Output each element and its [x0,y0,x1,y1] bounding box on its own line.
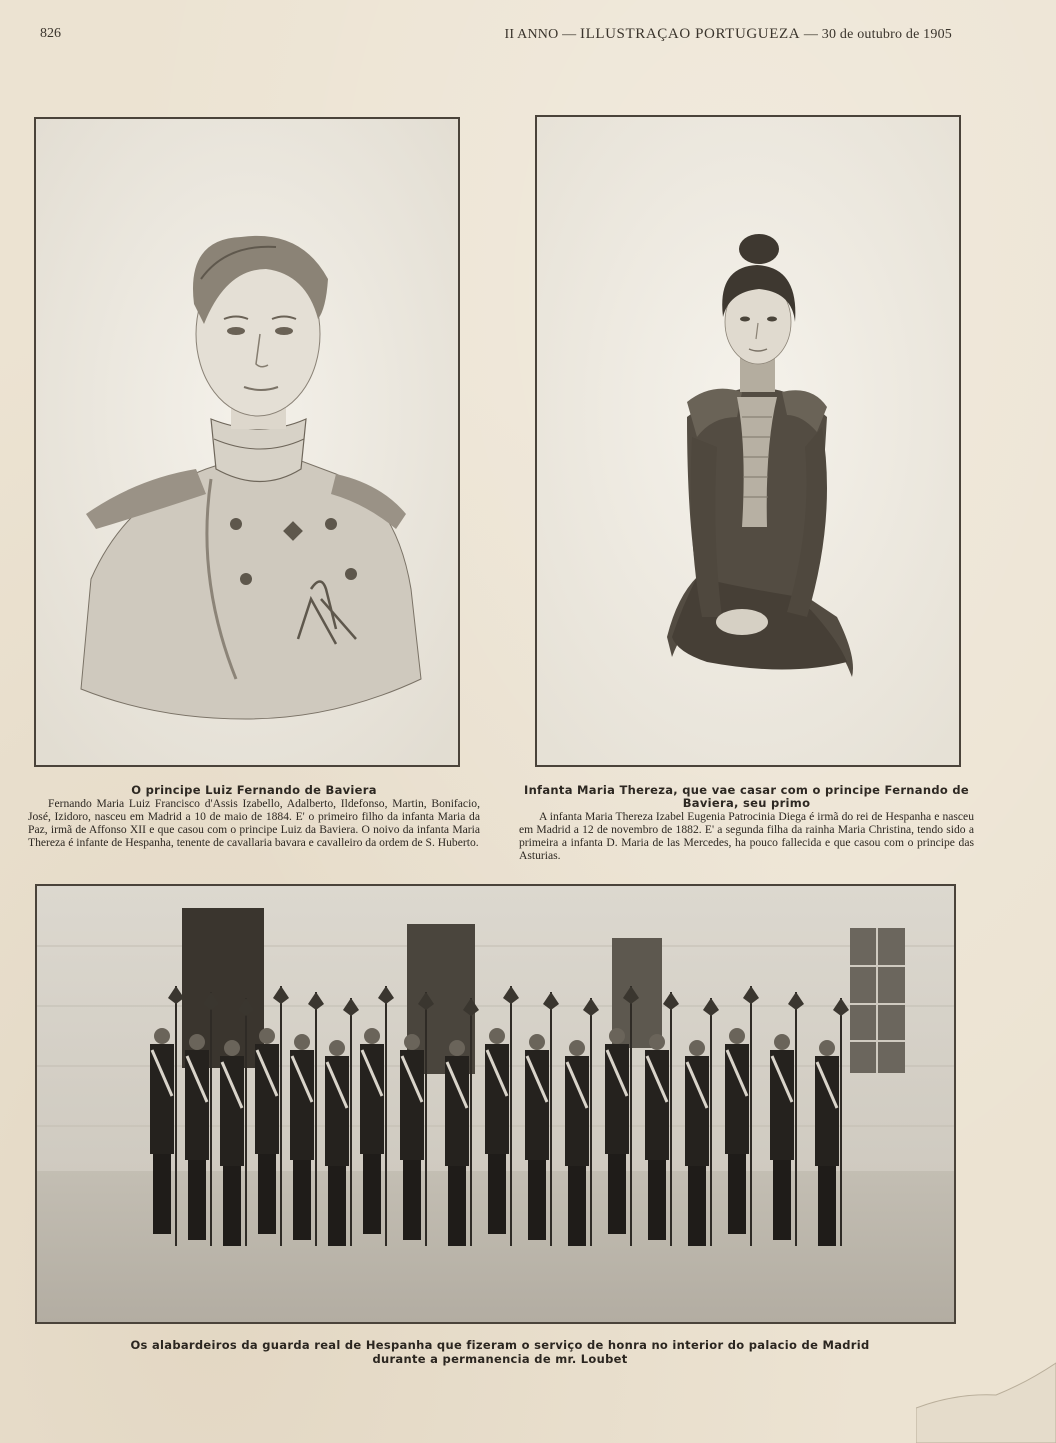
halberdiers-caption [60,1338,940,1366]
infanta-portrait-frame [535,115,961,767]
prince-portrait-frame [34,117,460,767]
running-head-prefix: II ANNO — [504,27,577,42]
torn-page-corner [916,1353,1056,1443]
running-head [504,26,952,43]
prince-caption-title: O principe Luiz Fernando de Baviera [131,783,377,797]
page-header [40,26,952,46]
page-number: 826 [40,26,61,41]
infanta-portrait-image [537,117,959,765]
running-head-date: — 30 de outubro de 1905 [803,27,952,42]
infanta-caption [519,784,974,862]
prince-caption [28,784,480,849]
publication-title: ILLUSTRAÇAO PORTUGUEZA [579,26,801,42]
prince-caption-body: Fernando Maria Luiz Francisco d'Assis Izabello, Adalberto, Ildefonso, Martin, Bonifacio, José, Izidoro, nasceu em Madrid a 10 de maio de 1884. E' o primeiro filho da infanta Maria da Paz, irmã de Affonso XII e que casou com o principe Luiz da Baviera. O noivo da infanta Maria Thereza é infante de Hespanha, tenente de cavallaria bavara e cavalleiro da ordem de S. Huberto. [28,797,480,849]
halberdiers-photo-frame [35,884,956,1324]
halberdiers-caption-line2: durante a permanencia de mr. Loubet [372,1352,628,1366]
halberdiers-photo [37,886,954,1322]
infanta-caption-title: Infanta Maria Thereza, que vae casar com o principe Fernando de Baviera, seu primo [523,783,970,810]
window-right [850,928,905,1073]
prince-portrait-image [36,119,458,765]
infanta-caption-body: A infanta Maria Thereza Izabel Eugenia Patrocinia Diega é irmã do rei de Hespanha e nasceu em Madrid a 12 de novembro de 1882. E' a segunda filha da rainha Maria Christina, tendo sido a primeira a infanta D. Maria de las Mercedes, ha pouco fallecida e que casou com o principe das Asturias. [519,810,974,862]
halberdiers-caption-line1: Os alabardeiros da guarda real de Hespanha que fizeram o serviço de honra no interior do palacio de Madrid [130,1338,870,1352]
